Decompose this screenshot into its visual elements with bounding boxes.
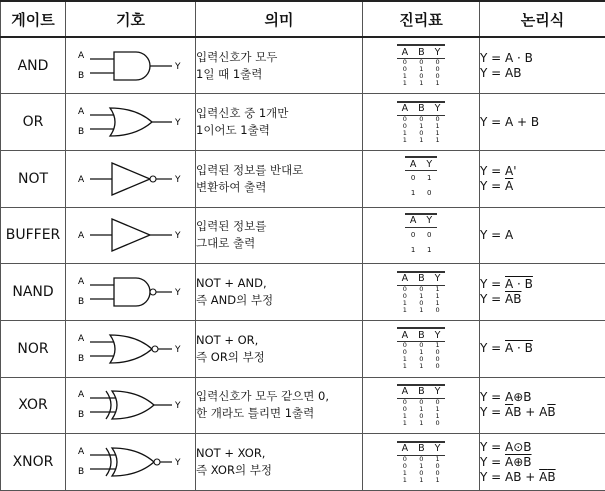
output-y-label: Y	[174, 118, 181, 128]
truth-header-y: Y	[430, 442, 446, 456]
truth-cell: 0	[413, 356, 430, 363]
gate-symbol	[66, 207, 196, 264]
truth-table	[397, 441, 446, 484]
gate-symbol	[66, 94, 196, 151]
truth-cell: 1	[430, 285, 446, 293]
gate-row-xnor	[1, 434, 605, 491]
input-a-label: A	[78, 51, 85, 61]
truth-cell: 0	[397, 398, 414, 406]
truth-cell: 1	[430, 80, 446, 87]
meaning-line: 1일 때 1출력	[196, 66, 362, 83]
truth-cell: 1	[397, 73, 414, 80]
truth-cell: 0	[397, 406, 414, 413]
truth-table	[405, 156, 437, 201]
truth-cell: 1	[405, 186, 422, 201]
truth-cell: 1	[421, 171, 437, 187]
input-a-label: A	[78, 231, 85, 241]
gate-truth-table	[363, 150, 480, 207]
truth-row	[397, 137, 446, 144]
output-y-label: Y	[174, 345, 181, 355]
meaning-line: 입력된 정보를	[196, 218, 362, 235]
truth-cell: 1	[397, 137, 414, 144]
truth-row	[405, 227, 437, 243]
gate-meaning	[196, 320, 363, 377]
input-b-label: B	[78, 127, 84, 137]
gate-symbol	[66, 150, 196, 207]
truth-header-a: A	[397, 385, 414, 399]
output-y-label: Y	[174, 288, 181, 298]
input-b-label: B	[78, 297, 84, 307]
truth-cell: 1	[430, 300, 446, 307]
truth-header-a: A	[397, 328, 414, 342]
truth-cell: 1	[430, 406, 446, 413]
truth-cell: 1	[413, 307, 430, 314]
gate-name: OR	[1, 94, 66, 151]
truth-cell: 0	[430, 66, 446, 73]
input-a-label: A	[78, 447, 85, 457]
truth-cell: 0	[413, 455, 430, 463]
truth-cell: 0	[430, 398, 446, 406]
gate-logic-expression	[480, 94, 605, 151]
gate-symbol	[66, 434, 196, 491]
truth-cell: 1	[397, 307, 414, 314]
gate-truth-table	[363, 94, 480, 151]
gate-logic-expression	[480, 377, 605, 434]
meaning-line: 입력신호가 모두	[196, 49, 362, 66]
truth-row	[405, 186, 437, 201]
truth-row	[397, 363, 446, 370]
truth-cell: 0	[430, 59, 446, 67]
meaning-line: 입력신호 중 1개만	[196, 105, 362, 122]
truth-table	[397, 327, 446, 370]
truth-header-y: Y	[430, 102, 446, 116]
truth-header-b: B	[413, 45, 430, 59]
logic-expression-line: Y = A · B	[480, 51, 605, 66]
meaning-line: 1이어도 1출력	[196, 122, 362, 139]
gate-logic-expression	[480, 150, 605, 207]
logic-expression-line: Y = A	[480, 228, 605, 243]
xnor-gate-symbol-icon	[76, 440, 186, 484]
gate-symbol	[66, 320, 196, 377]
truth-cell: 1	[430, 455, 446, 463]
truth-cell: 1	[430, 123, 446, 130]
truth-cell: 1	[430, 130, 446, 137]
logic-expression-line: Y = A⊕B	[480, 390, 605, 405]
input-a-label: A	[78, 334, 85, 344]
gate-logic-expression	[480, 320, 605, 377]
gate-row-not	[1, 150, 605, 207]
truth-cell: 0	[413, 300, 430, 307]
truth-table	[405, 213, 437, 258]
gate-row-and	[1, 37, 605, 94]
not-gate-symbol-icon	[76, 157, 186, 201]
truth-row	[405, 171, 437, 187]
truth-header-b: B	[413, 442, 430, 456]
logic-expression-line: $Y = \overline{AB}$	[480, 292, 605, 307]
truth-header-a: A	[397, 442, 414, 456]
truth-row	[397, 420, 446, 427]
truth-header-y: Y	[421, 214, 437, 228]
meaning-line: 즉 XOR의 부정	[196, 462, 362, 479]
truth-cell: 1	[397, 80, 414, 87]
truth-table	[397, 271, 446, 314]
logic-expression-line: Y = A⊕B	[480, 455, 605, 470]
logic-expression-line: Y = AB	[480, 66, 605, 81]
input-b-label: B	[78, 467, 84, 477]
truth-cell: 0	[421, 227, 437, 243]
truth-table	[397, 44, 446, 87]
truth-cell: 0	[397, 455, 414, 463]
gate-name: AND	[1, 37, 66, 94]
truth-cell: 0	[405, 227, 422, 243]
input-a-label: A	[78, 277, 85, 287]
truth-header-a: A	[397, 102, 414, 116]
output-y-label: Y	[174, 401, 181, 411]
logic-expression-line: Y = AB + $\overline{A}\overline{B}$	[480, 470, 605, 485]
truth-header-a: A	[397, 272, 414, 286]
truth-cell: 1	[405, 243, 422, 258]
gate-meaning	[196, 434, 363, 491]
gate-row-or	[1, 94, 605, 151]
gate-name: XOR	[1, 377, 66, 434]
gate-truth-table	[363, 320, 480, 377]
truth-cell: 0	[413, 413, 430, 420]
truth-cell: 0	[397, 59, 414, 67]
truth-cell: 1	[430, 477, 446, 484]
gate-name: NAND	[1, 264, 66, 321]
meaning-line: NOT + AND,	[196, 275, 362, 292]
truth-cell: 0	[397, 66, 414, 73]
truth-cell: 1	[397, 356, 414, 363]
truth-cell: 0	[430, 73, 446, 80]
truth-cell: 0	[397, 285, 414, 293]
gate-meaning	[196, 94, 363, 151]
input-a-label: A	[78, 107, 85, 117]
gate-truth-table	[363, 207, 480, 264]
truth-row	[397, 477, 446, 484]
gate-truth-table	[363, 37, 480, 94]
truth-cell: 1	[430, 413, 446, 420]
logic-expression-line: Y = A⊙B	[480, 440, 605, 455]
truth-cell: 0	[413, 59, 430, 67]
truth-cell: 1	[413, 463, 430, 470]
meaning-line: NOT + OR,	[196, 332, 362, 349]
truth-cell: 1	[397, 300, 414, 307]
xor-gate-symbol-icon	[76, 383, 186, 427]
truth-cell: 0	[397, 293, 414, 300]
header-truth-table: 진리표	[363, 1, 480, 37]
header-logic-expression: 논리식	[480, 1, 605, 37]
truth-cell: 1	[430, 137, 446, 144]
truth-cell: 1	[397, 363, 414, 370]
truth-header-y: Y	[430, 45, 446, 59]
gate-name: NOR	[1, 320, 66, 377]
logic-expression-line: Y = A · B	[480, 341, 605, 356]
truth-cell: 0	[413, 342, 430, 350]
truth-cell: 1	[430, 342, 446, 350]
and-gate-symbol-icon	[76, 44, 186, 88]
truth-header-y: Y	[421, 157, 437, 171]
gate-symbol	[66, 264, 196, 321]
meaning-line: 그대로 출력	[196, 235, 362, 252]
header-gate: 게이트	[1, 1, 66, 37]
gate-logic-expression	[480, 37, 605, 94]
gate-name: XNOR	[1, 434, 66, 491]
gate-name: BUFFER	[1, 207, 66, 264]
truth-header-y: Y	[430, 385, 446, 399]
truth-cell: 1	[413, 477, 430, 484]
gate-row-nand	[1, 264, 605, 321]
truth-cell: 0	[397, 115, 414, 123]
truth-cell: 0	[413, 470, 430, 477]
gate-symbol	[66, 37, 196, 94]
meaning-line: 즉 OR의 부정	[196, 349, 362, 366]
truth-cell: 0	[413, 398, 430, 406]
truth-row	[397, 80, 446, 87]
truth-cell: 1	[413, 80, 430, 87]
input-a-label: A	[78, 390, 85, 400]
gate-truth-table	[363, 264, 480, 321]
truth-cell: 1	[397, 477, 414, 484]
truth-header-y: Y	[430, 328, 446, 342]
truth-cell: 0	[397, 123, 414, 130]
gate-logic-expression	[480, 434, 605, 491]
truth-cell: 0	[413, 285, 430, 293]
gate-logic-expression	[480, 264, 605, 321]
truth-header-a: A	[397, 45, 414, 59]
input-a-label: A	[78, 175, 85, 185]
truth-cell: 1	[413, 293, 430, 300]
header-row	[1, 1, 605, 37]
truth-cell: 1	[413, 349, 430, 356]
meaning-line: 변환하여 출력	[196, 179, 362, 196]
truth-cell: 0	[413, 73, 430, 80]
logic-expression-line: $Y = \overline{A}$	[480, 179, 605, 194]
input-b-label: B	[78, 354, 84, 364]
truth-header-b: B	[413, 102, 430, 116]
truth-cell: 1	[413, 406, 430, 413]
output-y-label: Y	[174, 458, 181, 468]
meaning-line: 즉 AND의 부정	[196, 292, 362, 309]
truth-cell: 1	[421, 243, 437, 258]
truth-header-y: Y	[430, 272, 446, 286]
truth-cell: 1	[397, 130, 414, 137]
header-symbol: 기호	[66, 1, 196, 37]
truth-cell: 1	[397, 420, 414, 427]
gate-logic-expression	[480, 207, 605, 264]
truth-row	[405, 243, 437, 258]
meaning-line: 입력된 정보를 반대로	[196, 162, 362, 179]
truth-header-b: B	[413, 272, 430, 286]
gate-meaning	[196, 150, 363, 207]
truth-cell: 0	[421, 186, 437, 201]
truth-cell: 0	[430, 356, 446, 363]
truth-cell: 0	[430, 420, 446, 427]
truth-header-b: B	[413, 328, 430, 342]
meaning-line: 입력신호가 모두 같으면 0,	[196, 388, 362, 405]
gate-meaning	[196, 37, 363, 94]
truth-cell: 0	[430, 470, 446, 477]
truth-header-b: B	[413, 385, 430, 399]
truth-cell: 0	[430, 463, 446, 470]
truth-cell: 1	[413, 363, 430, 370]
truth-cell: 0	[430, 115, 446, 123]
truth-cell: 1	[413, 66, 430, 73]
gate-row-nor	[1, 320, 605, 377]
input-b-label: B	[78, 410, 84, 420]
buffer-gate-symbol-icon	[76, 213, 186, 257]
gate-meaning	[196, 207, 363, 264]
truth-header-a: A	[405, 214, 422, 228]
gate-meaning	[196, 377, 363, 434]
truth-cell: 0	[430, 363, 446, 370]
truth-cell: 0	[397, 342, 414, 350]
truth-header-a: A	[405, 157, 422, 171]
truth-cell: 1	[413, 420, 430, 427]
truth-table	[397, 101, 446, 144]
truth-cell: 0	[397, 349, 414, 356]
gate-name: NOT	[1, 150, 66, 207]
meaning-line: NOT + XOR,	[196, 445, 362, 462]
truth-cell: 0	[397, 463, 414, 470]
nand-gate-symbol-icon	[76, 270, 186, 314]
gate-symbol	[66, 377, 196, 434]
truth-cell: 1	[397, 470, 414, 477]
output-y-label: Y	[174, 62, 181, 72]
truth-table	[397, 384, 446, 427]
truth-cell: 0	[413, 115, 430, 123]
logic-expression-line: Y = A + B	[480, 115, 605, 130]
input-b-label: B	[78, 71, 84, 81]
gate-row-buffer	[1, 207, 605, 264]
logic-expression-line: Y = A · B	[480, 277, 605, 292]
or-gate-symbol-icon	[76, 100, 186, 144]
truth-cell: 1	[413, 123, 430, 130]
gate-truth-table	[363, 434, 480, 491]
gate-row-xor	[1, 377, 605, 434]
nor-gate-symbol-icon	[76, 327, 186, 371]
truth-cell: 1	[430, 293, 446, 300]
truth-cell: 0	[430, 307, 446, 314]
header-meaning: 의미	[196, 1, 363, 37]
logic-expression-line: $Y = \overline{A}B + A\overline{B}$	[480, 405, 605, 420]
truth-cell: 1	[413, 137, 430, 144]
truth-cell: 0	[405, 171, 422, 187]
output-y-label: Y	[174, 231, 181, 241]
truth-cell: 1	[397, 413, 414, 420]
truth-row	[397, 307, 446, 314]
gate-truth-table	[363, 377, 480, 434]
output-y-label: Y	[174, 175, 181, 185]
logic-expression-line: Y = A'	[480, 164, 605, 179]
gate-meaning	[196, 264, 363, 321]
truth-cell: 0	[413, 130, 430, 137]
meaning-line: 한 개라도 틀리면 1출력	[196, 405, 362, 422]
truth-cell: 0	[430, 349, 446, 356]
